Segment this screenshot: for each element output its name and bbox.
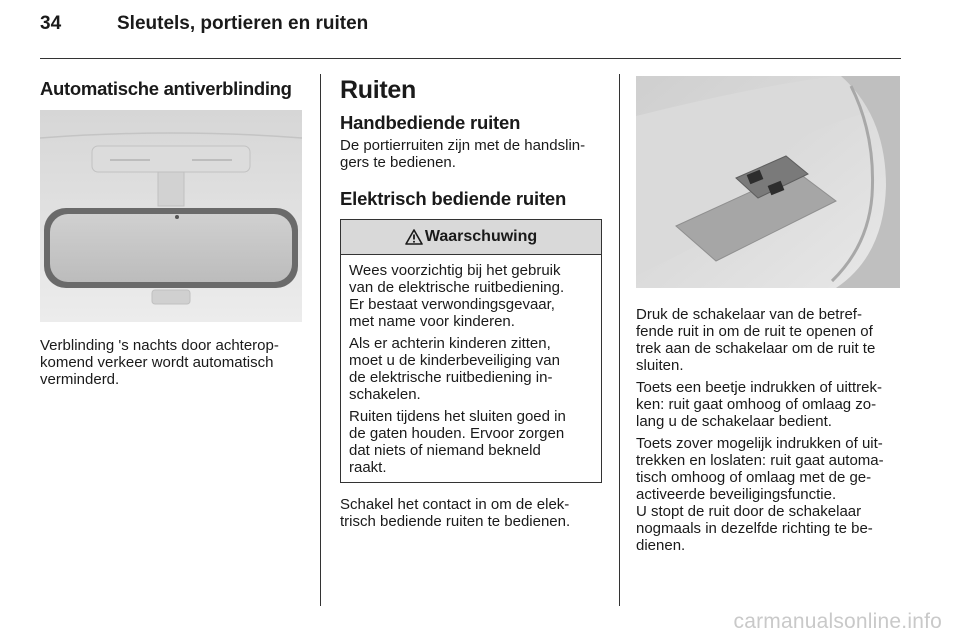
door-window-switch-illustration [636, 76, 900, 288]
right-column [636, 76, 900, 554]
section-heading-antiglare: Automatische antiverblinding [40, 78, 292, 99]
page-header-title: Sleutels, portieren en ruiten [117, 13, 369, 34]
warning-box [340, 219, 602, 483]
rear-view-mirror-illustration [40, 110, 302, 322]
warning-paragraph-2: Als er achterin kinderen zitten, moet u de kinderbeveiliging van de elektrische ruitbediening in- schakelen. [349, 335, 560, 403]
antiglare-caption: Verblinding 's nachts door achterop- komend verkeer wordt automatisch verminderd. [40, 337, 279, 388]
column-divider-left [320, 74, 321, 606]
switch-text-4: U stopt de ruit door de schakelaar nogmaals in dezelfde richting te be- dienen. [636, 503, 873, 554]
electric-windows-text: Schakel het contact in om de elek- trisch bediende ruiten te bedienen. [340, 496, 571, 530]
switch-text-2: Toets een beetje indrukken of uittrek- ken: ruit gaat omhoog of omlaag zo- lang u de schakelaar bedient. [636, 379, 882, 430]
page-number: 34 [40, 13, 62, 34]
switch-text-1: Druk de schakelaar van de betref- fende ruit in om de ruit te openen of trek aan de schakelaar om de ruit te sluiten. [636, 306, 876, 374]
watermark: carmanualsonline.info [733, 610, 942, 633]
middle-column [340, 76, 602, 530]
column-divider-right [619, 74, 620, 606]
warning-header [341, 220, 601, 255]
section-heading-windows: Ruiten [340, 76, 416, 104]
subheading-manual-windows: Handbediende ruiten [340, 112, 521, 133]
warning-paragraph-1: Wees voorzichtig bij het gebruik van de elektrische ruitbediening. Er bestaat verwondingsgevaar, met name voor kinderen. [349, 262, 565, 330]
manual-windows-text: De portierruiten zijn met de handslin- gers te bedienen. [340, 137, 586, 171]
left-column [40, 78, 302, 388]
header-divider [40, 58, 901, 59]
switch-text-3: Toets zover mogelijk indrukken of uit- trekken en loslaten: ruit gaat automa- tisch omhoog of omlaag met de ge- activeerde beveiligingsfunctie. [636, 435, 884, 503]
warning-paragraph-3: Ruiten tijdens het sluiten goed in de gaten houden. Ervoor zorgen dat niets of niemand bekneld raakt. [349, 408, 566, 476]
warning-triangle-icon [405, 229, 423, 245]
warning-title: Waarschuwing [424, 228, 538, 245]
warning-body [341, 255, 601, 482]
subheading-electric-windows: Elektrisch bediende ruiten [340, 188, 567, 209]
